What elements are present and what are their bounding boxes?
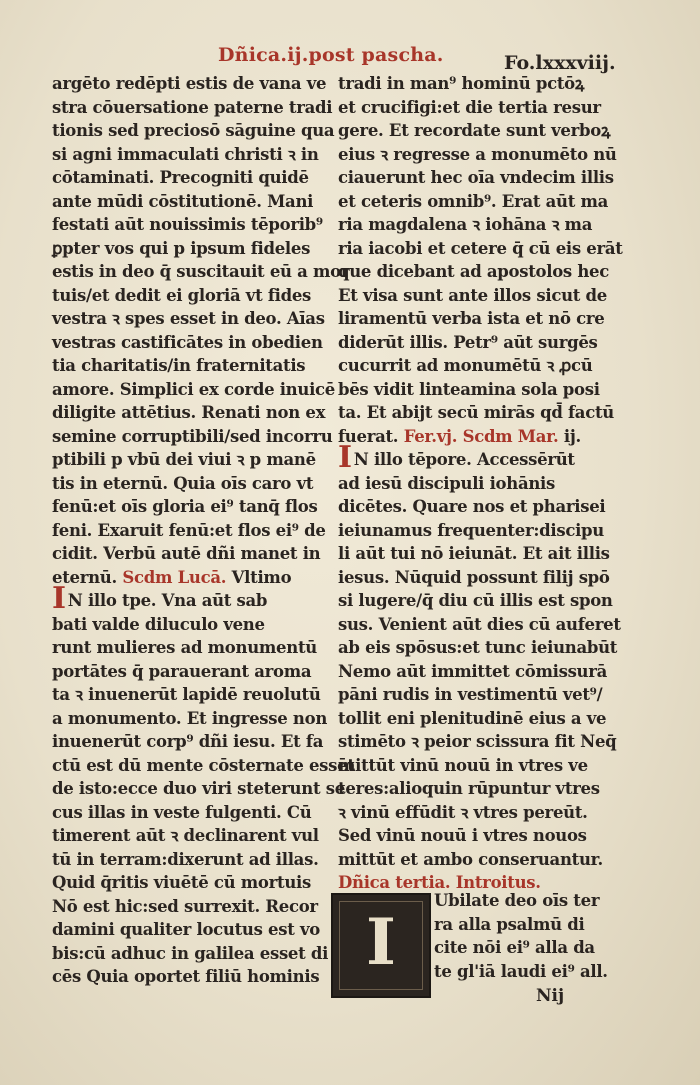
text-line: damini qualiter locutus est vo: [52, 920, 320, 939]
text-line: eius ꝛ regresse a monumēto nū: [338, 144, 617, 164]
text-line: iesus. Nūquid possunt filij spō: [338, 567, 610, 587]
text-line: stra cōuersatione paterne tradi: [52, 97, 333, 117]
text-line: dicētes. Quare nos et pharisei: [338, 497, 606, 516]
text-line: tis in eternū. Quia oīs caro vt: [52, 473, 314, 493]
text-line: diderūt illis. Petr⁹ aūt surgēs: [338, 332, 598, 352]
text-fragment: N illo tpe. Vna aūt sab: [67, 591, 268, 610]
text-line: ta. Et abijt secū mirās qd̄ factū: [338, 403, 614, 422]
text-line: festati aūt nouissimis tēporib⁹: [52, 215, 323, 234]
text-line: tionis sed preciosō sāguine qua: [52, 121, 335, 140]
left-column: [52, 72, 355, 989]
text-line: Nō est hic:sed surrexit. Recor: [52, 896, 318, 916]
folio-number: Fo.lxxxviij.: [504, 52, 616, 74]
text-line: tollit eni plenitudinē eius a ve: [338, 708, 607, 728]
text-line: et ceteris omnib⁹. Erat aūt ma: [338, 191, 609, 211]
text-fragment: eternū.: [52, 567, 117, 587]
text-line: Nemo aūt immittet cōmissurā: [338, 661, 608, 681]
text-line: semine corruptibili/sed incorru: [52, 426, 333, 446]
initial-line: [338, 440, 608, 475]
text-line: bis:cū adhuc in galilea esset di: [52, 943, 329, 963]
text-line: feni. Exaruit fenū:et flos ei⁹ de: [52, 520, 326, 540]
rubric-line: [52, 566, 322, 590]
text-line: ad iesū discipuli iohānis: [338, 473, 556, 493]
text-line: tū in terram:dixerunt ad illas.: [52, 849, 319, 869]
text-line: cucurrit ad monumētū ꝛ ꝓcū: [338, 356, 593, 375]
text-line: cite nōi ei⁹ alla da: [434, 938, 595, 957]
text-line: ra alla psalmū di: [434, 914, 585, 934]
text-line: ta ꝛ inuenerūt lapidē reuolutū: [52, 685, 321, 704]
text-line: cōtaminati. Precogniti quidē: [52, 168, 309, 187]
woodcut-initial: [331, 893, 431, 998]
text-line: liramentū verba ista et nō cre: [338, 309, 605, 328]
rubric-line: [338, 425, 608, 449]
red-initial: I: [52, 581, 66, 616]
text-line: timerent aūt ꝛ declinarent vul: [52, 826, 319, 845]
woodcut-initial-letter: I: [366, 905, 396, 980]
text-line: a monumento. Et ingresse non: [52, 708, 328, 728]
rubric: Scdm Lucā.: [122, 567, 227, 587]
text-line: vestra ꝛ spes esset in deo. Aīas: [52, 309, 325, 328]
text-line: bēs vidit linteamina sola posi: [338, 379, 600, 399]
text-line: ciauerunt hec oīa vndecim illis: [338, 168, 614, 187]
introit-text: [434, 889, 614, 983]
text-line: ctū est dū mente cōsternate essēt: [52, 755, 355, 775]
text-line: diligite attētius. Renati non ex: [52, 403, 326, 422]
rubric: Dñica tertia.: [338, 873, 451, 892]
text-line: cēs Quia oportet filiū hominis: [52, 967, 320, 986]
text-line: stimēto ꝛ peior scissura fit Neq̄: [338, 732, 617, 751]
text-line: ria magdalena ꝛ iohāna ꝛ ma: [338, 215, 593, 234]
text-line: ante mūdi cōstitutionē. Mani: [52, 191, 314, 211]
text-line: runt mulieres ad monumentū: [52, 638, 317, 657]
text-line: que dicebant ad apostolos hec: [338, 262, 609, 281]
text-line: ab eis spōsus:et tunc ieiunabūt: [338, 638, 618, 657]
text-line: ria iacobi et cetere q̄ cū eis erāt: [338, 238, 623, 258]
text-line: te gl'iā laudi ei⁹ all.: [434, 961, 608, 981]
right-column: [338, 72, 623, 895]
text-line: teres:alioquin rūpuntur vtres: [338, 779, 600, 798]
initial-line: [52, 581, 322, 616]
text-line: amore. Simplici ex corde inuicē: [52, 379, 335, 399]
text-fragment: N illo tēpore. Accessērūt: [353, 450, 575, 469]
text-line: sus. Venient aūt dies cū auferet: [338, 614, 621, 634]
text-line: bati valde diluculo vene: [52, 614, 265, 634]
text-fragment: fuerat.: [338, 426, 399, 446]
text-line: mittūt vinū nouū in vtres ve: [338, 755, 588, 775]
red-initial: I: [338, 440, 352, 475]
text-line: cus illas in veste fulgenti. Cū: [52, 802, 312, 822]
text-line: gere. Et recordate sunt verboꝝ: [338, 121, 611, 140]
text-line: estis in deo q̄ suscitauit eū a mor: [52, 262, 350, 281]
text-line: et crucifigi:et die tertia resur: [338, 97, 601, 117]
text-line: mittūt et ambo conseruantur.: [338, 849, 603, 869]
text-line: si lugere/q̄ diu cū illis est spon: [338, 591, 613, 610]
text-line: tia charitatis/in fraternitatis: [52, 356, 306, 375]
text-line: ꝑpter vos qui p ipsum fideles: [52, 238, 311, 258]
text-line: vestras castificātes in obedien: [52, 332, 323, 352]
text-line: pāni rudis in vestimentū vet⁹/: [338, 685, 603, 704]
text-line: ptibili p vbū dei viui ꝛ p manē: [52, 450, 316, 469]
text-line: Quid q̄ritis viuētē cū mortuis: [52, 873, 311, 892]
text-line: tuis/et dedit ei gloriā vt fides: [52, 285, 312, 305]
text-line: Sed vinū nouū i vtres nouos: [338, 826, 587, 845]
text-line: de isto:ecce duo viri steterunt se: [52, 779, 345, 798]
text-fragment: ij.: [563, 426, 582, 446]
text-line: argēto redēpti estis de vana ve: [52, 74, 327, 93]
text-line: li aūt tui nō ieiunāt. Et ait illis: [338, 544, 610, 563]
catchword: Nij: [536, 986, 565, 1006]
text-line: Et visa sunt ante illos sicut de: [338, 285, 607, 305]
rubric: Fer.vj. Scdm Mar.: [403, 426, 559, 446]
text-line: portātes q̄ parauerant aroma: [52, 661, 312, 681]
text-line: Ubilate deo oīs ter: [434, 891, 600, 910]
rubric: Introitus.: [455, 873, 541, 892]
text-line: ieiunamus frequenter:discipu: [338, 520, 604, 540]
text-line: inuenerūt corp⁹ dñi iesu. Et fa: [52, 732, 324, 751]
text-fragment: Vltimo: [231, 567, 292, 587]
running-title: Dñica.ij.post pascha.: [218, 44, 444, 66]
text-line: ꝛ vinū effūdit ꝛ vtres pereūt.: [338, 802, 588, 822]
text-line: si agni immaculati christi ꝛ in: [52, 144, 319, 164]
text-line: cidit. Verbū autē dñi manet in: [52, 544, 321, 563]
text-line: tradi in man⁹ hominū pctōꝝ: [338, 74, 585, 93]
text-line: fenū:et oīs gloria ei⁹ tanq̄ flos: [52, 497, 318, 516]
